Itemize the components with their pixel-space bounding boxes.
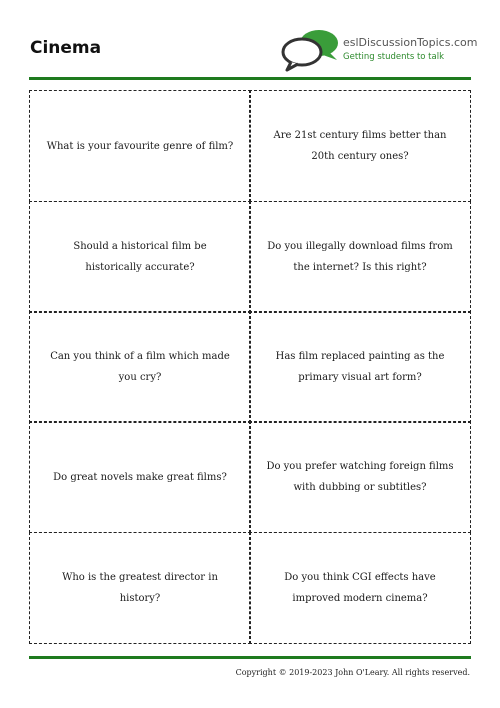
question-card: Do you illegally download films from the internet? Is this right? (249, 201, 471, 313)
question-card: Can you think of a film which made you cry? (29, 311, 251, 423)
question-card: Should a historical film be historically accurate? (29, 201, 251, 313)
question-card: Are 21st century films better than 20th century ones? (249, 90, 471, 202)
speech-bubbles-icon (281, 28, 341, 74)
page-title: Cinema (30, 38, 102, 58)
site-name: eslDiscussionTopics.com (343, 36, 478, 49)
question-card: Do you think CGI effects have improved modern cinema? (249, 532, 471, 644)
question-card: Do great novels make great films? (29, 421, 251, 533)
header-divider (29, 77, 471, 80)
question-card: Who is the greatest director in history? (29, 532, 251, 644)
question-cards-grid (30, 91, 470, 643)
question-card: What is your favourite genre of film? (29, 90, 251, 202)
question-card: Has film replaced painting as the primary visual art form? (249, 311, 471, 423)
site-logo (281, 28, 481, 74)
site-tagline: Getting students to talk (343, 52, 445, 62)
footer-divider (29, 656, 471, 659)
copyright-notice: Copyright © 2019-2023 John O'Leary. All rights reserved. (235, 668, 470, 677)
question-card: Do you prefer watching foreign films with dubbing or subtitles? (249, 421, 471, 533)
